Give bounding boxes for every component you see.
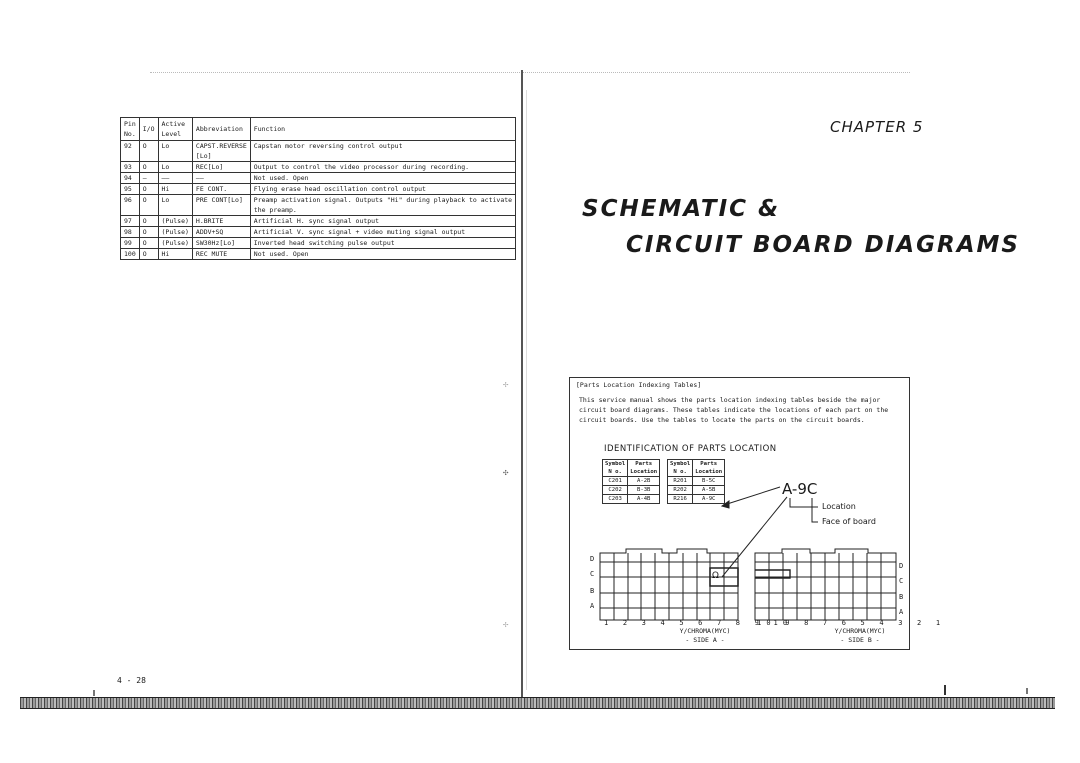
side-a-caption-line2: - SIDE A -	[685, 636, 725, 644]
symbol-cell: C203	[603, 495, 628, 504]
pin-number: 95	[121, 184, 140, 195]
header-abbreviation: Abbreviation	[192, 118, 250, 141]
face-of-board-label: Face of board	[822, 517, 876, 526]
scan-speck	[1026, 688, 1028, 694]
io-cell: O	[139, 141, 158, 162]
row-letter: A	[899, 608, 904, 616]
side-b-board	[755, 549, 896, 620]
scan-edge-band	[20, 697, 1055, 709]
function-cell: Artificial H. sync signal output	[250, 216, 515, 227]
symbol-cell: R216	[668, 495, 693, 504]
side-a-caption-line1: Y/CHROMA(MYC)	[679, 627, 731, 635]
level-cell: Lo	[158, 141, 192, 162]
box-heading: [Parts Location Indexing Tables]	[576, 381, 702, 389]
function-cell: Not used. Open	[250, 173, 515, 184]
level-cell: (Pulse)	[158, 227, 192, 238]
function-cell: Artificial V. sync signal + video muting signal output	[250, 227, 515, 238]
header-no-text: N o.	[673, 469, 687, 475]
location-cell: A-9C	[693, 495, 725, 504]
location-cell: A-5B	[693, 486, 725, 495]
abbr-cell: PRE CONT[Lo]	[192, 195, 250, 216]
symbol-cell: C201	[603, 477, 628, 486]
scan-smudge: ✢	[503, 380, 509, 390]
row-letter: B	[590, 587, 595, 595]
side-a-column-numbers: 1 2 3 4 5 6 7 8 9 10	[604, 619, 793, 627]
title-line-2: CIRCUIT BOARD DIAGRAMS	[626, 232, 1020, 258]
location-leader-line	[790, 498, 818, 507]
row-letter: C	[590, 570, 595, 578]
header-io: I/O	[139, 118, 158, 141]
scan-smudge: ✢	[503, 620, 509, 630]
level-cell: (Pulse)	[158, 238, 192, 249]
location-cell: A-2B	[628, 477, 660, 486]
header-active-level: Active Level	[158, 118, 192, 141]
abbr-cell: FE CONT.	[192, 184, 250, 195]
scan-speck	[93, 690, 95, 696]
level-cell: Hi	[158, 184, 192, 195]
io-cell: O	[139, 216, 158, 227]
io-cell: O	[139, 238, 158, 249]
location-cell: B-3B	[628, 486, 660, 495]
io-cell: O	[139, 227, 158, 238]
header-function: Function	[250, 118, 515, 141]
header-symbol-text: Symbol	[670, 461, 691, 467]
row-letter: D	[590, 555, 595, 563]
row-letter: D	[899, 562, 904, 570]
location-cell: B-5C	[693, 477, 725, 486]
page-number: 4 - 28	[117, 676, 146, 685]
function-cell: Not used. Open	[250, 249, 515, 260]
identification-title: IDENTIFICATION OF PARTS LOCATION	[604, 444, 777, 454]
side-a-board	[600, 549, 738, 620]
abbr-cell: REC MUTE	[192, 249, 250, 260]
scan-smudge: ✣	[503, 468, 509, 478]
board-marker-icon: Ω	[712, 571, 719, 581]
chapter-label: CHAPTER 5	[830, 118, 924, 136]
side-b-caption-line2: - SIDE B -	[840, 636, 880, 644]
arrowhead-icon	[722, 501, 729, 508]
abbr-text: CAPST.REVERSE	[195, 142, 247, 150]
header-no-text: N o.	[608, 469, 622, 475]
abbr-text-line2: [Lo]	[195, 152, 212, 160]
level-cell: Lo	[158, 195, 192, 216]
row-letter: C	[899, 577, 904, 585]
header-symbol-text: Symbol	[605, 461, 626, 467]
io-cell: —	[139, 173, 158, 184]
paragraph-line: circuit boards. Use the tables to locate the parts on the circuit boards.	[579, 416, 865, 424]
scan-speck	[944, 685, 946, 695]
side-a-caption	[650, 627, 760, 645]
header-location-text: Location	[630, 469, 658, 475]
callout-arrow-line	[724, 487, 780, 505]
location-cell: A-4B	[628, 495, 660, 504]
level-cell: Hi	[158, 249, 192, 260]
function-cell: Capstan motor reversing control output	[250, 141, 515, 162]
pin-number: 94	[121, 173, 140, 184]
header-location-text: Location	[695, 469, 723, 475]
pin-number: 98	[121, 227, 140, 238]
io-cell: O	[139, 162, 158, 173]
abbr-cell: ADDV+SQ	[192, 227, 250, 238]
header-parts-text: Parts	[635, 461, 653, 467]
function-cell: Output to control the video processor during recording.	[250, 162, 515, 173]
title-line-1: SCHEMATIC &	[582, 196, 781, 222]
header-pin: Pin No.	[121, 118, 140, 141]
pin-number: 97	[121, 216, 140, 227]
face-leader-line	[812, 498, 818, 522]
side-b-caption-line1: Y/CHROMA(MYC)	[834, 627, 886, 635]
pin-number: 100	[121, 249, 140, 260]
level-cell: ——	[158, 173, 192, 184]
pin-number: 99	[121, 238, 140, 249]
io-cell: O	[139, 184, 158, 195]
abbr-cell: REC[Lo]	[192, 162, 250, 173]
abbr-cell: SW30Hz[Lo]	[192, 238, 250, 249]
paragraph-line: This service manual shows the parts location indexing tables beside the major	[579, 396, 881, 404]
row-letter: B	[899, 593, 904, 601]
io-cell: O	[139, 249, 158, 260]
location-label: Location	[822, 502, 856, 511]
row-letter: A	[590, 602, 595, 610]
header-parts-text: Parts	[700, 461, 718, 467]
pin-number: 92	[121, 141, 140, 162]
function-cell: Inverted head switching pulse output	[250, 238, 515, 249]
level-cell: (Pulse)	[158, 216, 192, 227]
symbol-cell: R201	[668, 477, 693, 486]
abbr-cell: ——	[192, 173, 250, 184]
function-cell: Flying erase head oscillation control output	[250, 184, 515, 195]
symbol-cell: C202	[603, 486, 628, 495]
symbol-cell: R202	[668, 486, 693, 495]
pin-number: 93	[121, 162, 140, 173]
function-text: Preamp activation signal. Outputs "Hi" during playback to activate	[253, 196, 513, 204]
paragraph-line: circuit board diagrams. These tables indicate the locations of each part on the	[579, 406, 889, 414]
level-cell: Lo	[158, 162, 192, 173]
abbr-cell: H.BRITE	[192, 216, 250, 227]
pin-number: 96	[121, 195, 140, 216]
function-text-line2: the preamp.	[253, 206, 297, 214]
io-cell: O	[139, 195, 158, 216]
side-b-caption	[805, 627, 915, 645]
side-b-column-numbers: 10 9 8 7 6 5 4 3 2 1	[757, 619, 946, 627]
location-callout: A-9C	[782, 480, 818, 498]
